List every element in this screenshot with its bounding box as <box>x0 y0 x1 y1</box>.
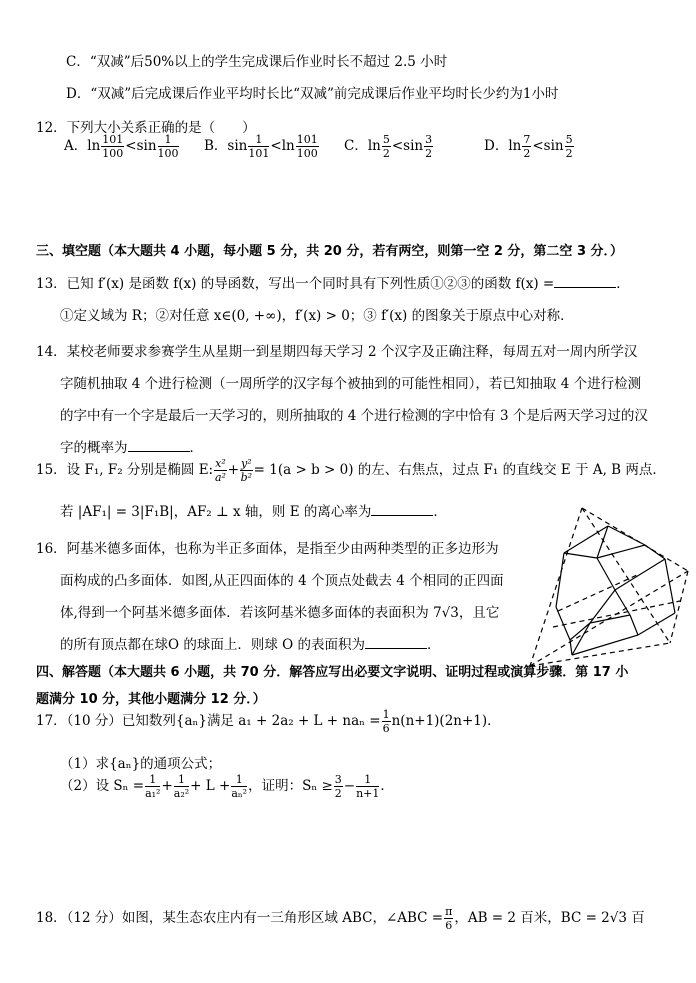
q18-line-1: 18．（12 分）如图，某生态农庄内有一三角形区域 ABC，∠ABC = $\frac{\pi}{6}$ ，AB = 2 百米，BC = 2√3 百 <box>36 905 645 932</box>
q17-part-1: （1）求{aₙ}的通项公式； <box>60 756 222 772</box>
q11-option-c: C．“双减”后50%以上的学生完成课后作业时长不超过 2.5 小时 <box>66 54 448 70</box>
q15-answer-blank[interactable] <box>371 503 433 516</box>
q16-line-3: 体,得到一个阿基米德多面体．若该阿基米德多面体的表面积为 7√3，且它 <box>60 605 500 621</box>
q13-line-2: ①定义域为 R；②对任意 x∈(0, +∞)，f′(x) > 0；③ f′(x) 的图象关于原点中心对称． <box>60 308 574 324</box>
archimedean-polyhedron-figure <box>520 505 692 670</box>
q12-stem: 12．下列大小关系正确的是（ ） <box>36 120 256 136</box>
q12-option-b: B．sin $\frac{1}{101}$ <ln $\frac{101}{100}$ <box>204 133 318 160</box>
q12-option-c: C．ln $\frac{5}{2}$ <sin $\frac{3}{2}$ <box>344 133 433 160</box>
q16-line-4: 的所有顶点都在球O 的球面上．则球 O 的表面积为 ． <box>60 637 441 653</box>
q16-answer-blank[interactable] <box>365 636 427 649</box>
q17-part-2: （2）设 Sₙ = $\frac{1}{\text{a₁²}}$ + $\frac{1}{\text{a₂²}}$ + L + $\frac{1}{\text{aₙ²}}$ ，证明：Sₙ ≥ $\frac{3}{2}$ − $\frac{1}{n+1}$ ． <box>60 773 394 800</box>
q14-answer-blank[interactable] <box>128 439 190 452</box>
q14-line-3: 的字中有一个字是最后一天学习的，则所抽取的 4 个进行检测的字中恰有 3 个是后两天学习过的汉 <box>60 408 648 424</box>
q13-line-1: 13．已知 f′(x) 是函数 f(x) 的导函数，写出一个同时具有下列性质①②③的函数 f(x) = ． <box>36 276 630 292</box>
section-3-heading: 三、填空题（本大题共 4 小题，每小题 5 分，共 20 分，若有两空，则第一空 2 分，第二空 3 分．） <box>36 244 624 259</box>
q12-option-d: D．ln $\frac{7}{2}$ <sin $\frac{5}{2}$ <box>484 133 573 160</box>
q15-line-1: 15．设 F₁, F₂ 分别是椭圆 E: $\frac{\text{x²}}{\text{a²}}$ + $\frac{\text{y²}}{\text{b²}}$ = 1(a > b > 0) 的左、右焦点，过点 F₁ 的直线交 E 于 A, B 两点． <box>36 457 666 484</box>
q16-line-2: 面构成的凸多面体．如图,从正四面体的 4 个顶点处截去 4 个相同的正四面 <box>60 573 504 589</box>
q12-option-a: A．ln $\frac{101}{100}$ <sin $\frac{1}{100}$ <box>64 133 179 160</box>
q14-line-2: 字随机抽取 4 个进行检测（一周所学的汉字每个被抽到的可能性相同），若已知抽取 4 个进行检测 <box>60 376 642 392</box>
q16-line-1: 16．阿基米德多面体，也称为半正多面体，是指至少由两种类型的正多边形为 <box>36 541 499 557</box>
q15-line-2: 若 |AF₁| = 3|F₁B|，AF₂ ⊥ x 轴，则 E 的离心率为 ． <box>60 504 447 520</box>
q14-line-4: 字的概率为 ． <box>60 440 203 456</box>
q11-option-d: D．“双减”后完成课后作业平均时长比“双减”前完成课后作业平均时长少约为1小时 <box>66 86 559 102</box>
section-4-heading-line-2: 题满分 10 分，其他小题满分 12 分．） <box>36 692 266 707</box>
q17-stem: 17．（10 分）已知数列{aₙ}满足 a₁ + 2a₂ + L + naₙ = $\frac{1}{6}$ n(n+1)(2n+1)． <box>36 708 501 735</box>
section-4-heading-line-1: 四、解答题（本大题共 6 小题，共 70 分．解答应写出必要文字说明、证明过程或演算步骤．第 17 小 <box>36 665 629 680</box>
q13-answer-blank[interactable] <box>554 275 616 288</box>
q14-line-1: 14．某校老师要求参赛学生从星期一到星期四每天学习 2 个汉字及正确注释，每周五对一周内所学汉 <box>36 344 638 360</box>
